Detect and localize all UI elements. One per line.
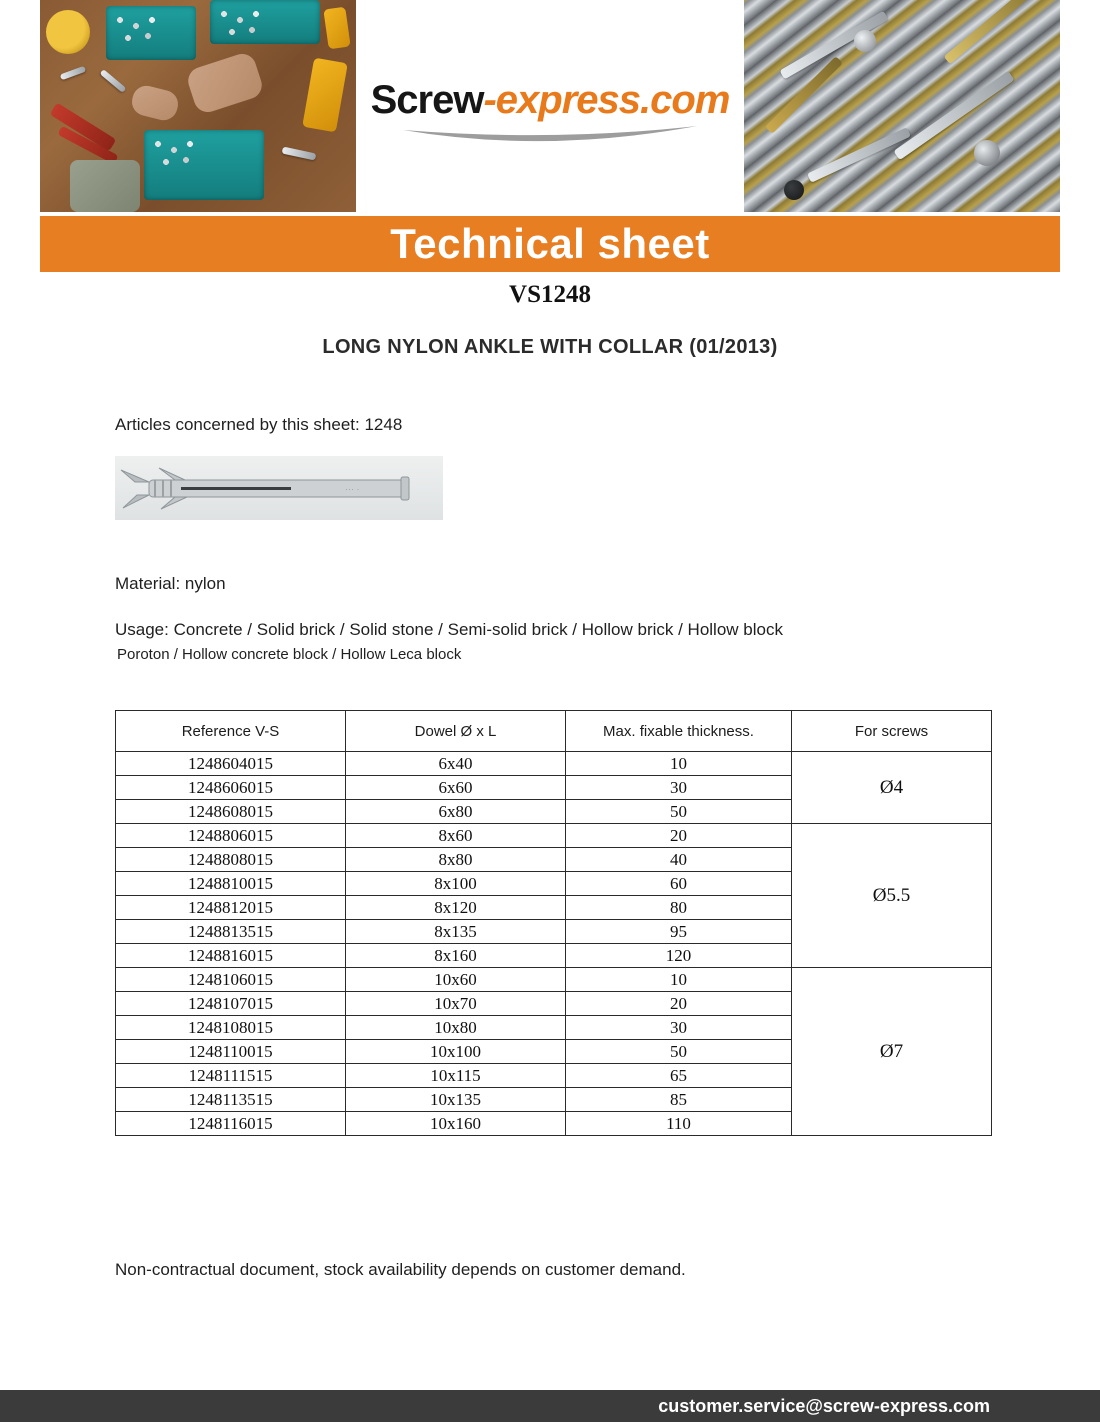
- header-dowel: Dowel Ø x L: [346, 711, 566, 752]
- thickness-cell: 10: [566, 752, 792, 776]
- logo-text-screw: Screw: [370, 78, 484, 122]
- reference-cell: 1248110015: [116, 1040, 346, 1064]
- header-for-screws: For screws: [792, 711, 992, 752]
- reference-cell: 1248106015: [116, 968, 346, 992]
- table-row: [116, 752, 992, 776]
- workbench-photo: [40, 0, 356, 212]
- dowel-cell: 10x60: [346, 968, 566, 992]
- thickness-cell: 50: [566, 1040, 792, 1064]
- dowel-cell: 6x40: [346, 752, 566, 776]
- thickness-cell: 50: [566, 800, 792, 824]
- screws-pile-photo: [744, 0, 1060, 212]
- brand-logo: [356, 0, 744, 212]
- drill-bit-tool: [323, 7, 350, 50]
- material-line: Material: nylon: [115, 574, 226, 593]
- technical-sheet-banner: [40, 216, 1060, 272]
- thickness-cell: 20: [566, 824, 792, 848]
- table-row: [116, 968, 992, 992]
- reference-cell: 1248108015: [116, 1016, 346, 1040]
- dowel-cell: 6x80: [346, 800, 566, 824]
- hand: [129, 83, 181, 123]
- dowel-cell: 10x135: [346, 1088, 566, 1112]
- dowel-cell: 8x60: [346, 824, 566, 848]
- tape-measure: [46, 10, 90, 54]
- reference-cell: 1248113515: [116, 1088, 346, 1112]
- thickness-cell: 65: [566, 1064, 792, 1088]
- document-code: VS1248: [509, 281, 591, 308]
- logo-swoosh-graphic: [395, 124, 705, 150]
- screw-tray: [106, 6, 196, 60]
- dowel-cell: 8x160: [346, 944, 566, 968]
- loose-screw: [100, 69, 127, 93]
- dowel-cell: 8x100: [346, 872, 566, 896]
- contact-email: customer.service@screw-express.com: [658, 1395, 990, 1416]
- loose-screw: [282, 147, 317, 161]
- brand-logo-text: [356, 78, 744, 122]
- reference-cell: 1248111515: [116, 1064, 346, 1088]
- black-screw-head: [784, 180, 804, 200]
- dowel-cell: 6x60: [346, 776, 566, 800]
- thickness-cell: 40: [566, 848, 792, 872]
- header-reference: Reference V-S: [116, 711, 346, 752]
- screw-tray: [144, 130, 264, 200]
- reference-cell: 1248806015: [116, 824, 346, 848]
- reference-cell: 1248810015: [116, 872, 346, 896]
- thickness-cell: 120: [566, 944, 792, 968]
- thickness-cell: 10: [566, 968, 792, 992]
- nylon-anchor-graphic: [115, 456, 443, 520]
- reference-cell: 1248816015: [116, 944, 346, 968]
- screw-head: [974, 140, 1000, 166]
- logo-text-express: -express.com: [483, 78, 730, 122]
- sleeve: [70, 160, 140, 212]
- thickness-cell: 30: [566, 1016, 792, 1040]
- thickness-cell: 30: [566, 776, 792, 800]
- spec-table: [115, 710, 992, 1136]
- hand: [185, 50, 266, 115]
- footnote: Non-contractual document, stock availability depends on customer demand.: [115, 1260, 686, 1279]
- for-screws-cell: Ø5.5: [792, 824, 992, 968]
- reference-cell: 1248604015: [116, 752, 346, 776]
- reference-cell: 1248107015: [116, 992, 346, 1016]
- dowel-cell: 10x100: [346, 1040, 566, 1064]
- reference-cell: 1248808015: [116, 848, 346, 872]
- svg-text:··· ·: ··· ·: [345, 484, 360, 494]
- dowel-cell: 10x80: [346, 1016, 566, 1040]
- dowel-cell: 10x160: [346, 1112, 566, 1136]
- loose-screw: [60, 66, 86, 81]
- thickness-cell: 85: [566, 1088, 792, 1112]
- reference-cell: 1248606015: [116, 776, 346, 800]
- document-title: LONG NYLON ANKLE WITH COLLAR (01/2013): [322, 336, 778, 358]
- dowel-cell: 8x120: [346, 896, 566, 920]
- table-header-row: [116, 711, 992, 752]
- articles-line: Articles concerned by this sheet: 1248: [115, 415, 403, 434]
- dowel-cell: 8x80: [346, 848, 566, 872]
- for-screws-cell: Ø7: [792, 968, 992, 1136]
- thickness-cell: 20: [566, 992, 792, 1016]
- footer-bar: [0, 1390, 1100, 1422]
- thickness-cell: 80: [566, 896, 792, 920]
- banner-title: Technical sheet: [390, 220, 710, 267]
- table-row: [116, 824, 992, 848]
- screw-head: [854, 30, 876, 52]
- dowel-cell: 8x135: [346, 920, 566, 944]
- thickness-cell: 110: [566, 1112, 792, 1136]
- usage-line-1: Usage: Concrete / Solid brick / Solid stone / Semi-solid brick / Hollow brick / Hollow block: [115, 620, 783, 639]
- for-screws-cell: Ø4: [792, 752, 992, 824]
- reference-cell: 1248813515: [116, 920, 346, 944]
- reference-cell: 1248812015: [116, 896, 346, 920]
- thickness-cell: 95: [566, 920, 792, 944]
- reference-cell: 1248116015: [116, 1112, 346, 1136]
- brass-screw: [944, 0, 1035, 64]
- screw-tray: [210, 0, 320, 44]
- yellow-tool: [302, 58, 348, 133]
- header-max-thickness: Max. fixable thickness.: [566, 711, 792, 752]
- dowel-cell: 10x115: [346, 1064, 566, 1088]
- dowel-cell: 10x70: [346, 992, 566, 1016]
- reference-cell: 1248608015: [116, 800, 346, 824]
- product-image: [115, 456, 443, 520]
- usage-line-2: Poroton / Hollow concrete block / Hollow Leca block: [117, 646, 462, 663]
- thickness-cell: 60: [566, 872, 792, 896]
